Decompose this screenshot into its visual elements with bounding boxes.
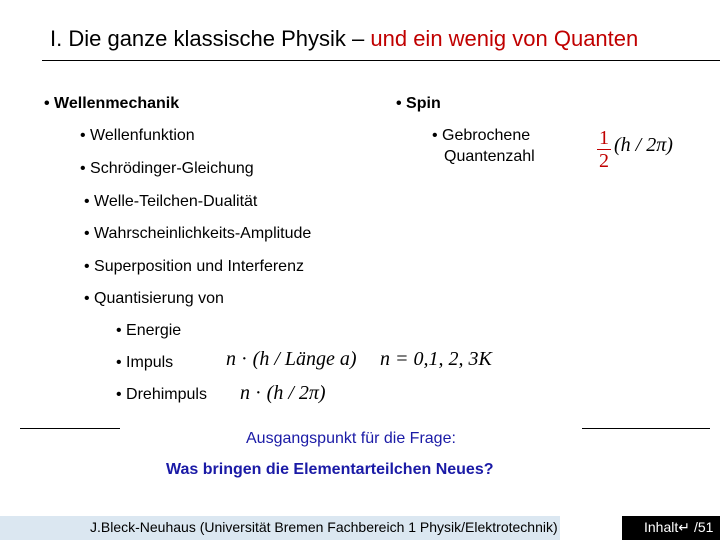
question-intro: Ausgangspunkt für die Frage: xyxy=(246,430,456,447)
list-item: • Schrödinger-Gleichung xyxy=(80,160,254,177)
impuls-formula: n · (h / Länge a) xyxy=(226,348,357,370)
footer-text: J.Bleck-Neuhaus (Universität Bremen Fachbereich 1 Physik/Elektrotechnik) xyxy=(90,519,558,535)
question-text: Was bringen die Elementarteilchen Neues? xyxy=(166,461,494,478)
list-item: • Gebrochene xyxy=(432,127,531,144)
heading-wellenmechanik: • Wellenmechanik xyxy=(44,95,180,112)
contents-link[interactable] xyxy=(644,519,690,536)
title-accent: und ein wenig von Quanten xyxy=(370,26,639,51)
drehimpuls-formula: n · (h / 2π) xyxy=(240,382,326,404)
sub-list-item: • Impuls xyxy=(116,354,174,371)
list-item: • Welle-Teilchen-Dualität xyxy=(84,193,258,210)
title-main: I. Die ganze klassische Physik – xyxy=(50,26,371,51)
slide-title xyxy=(50,26,638,52)
left-rule xyxy=(20,428,120,429)
drehimpuls-n: n xyxy=(240,382,250,404)
title-rule xyxy=(42,60,720,61)
fraction-denominator: 2 xyxy=(599,150,609,172)
list-item: • Superposition und Interferenz xyxy=(84,258,304,275)
return-arrow-icon: ↵ xyxy=(678,519,690,535)
page-number: /51 xyxy=(694,519,714,535)
n-values-formula: n = 0,1, 2, 3K xyxy=(380,348,492,370)
fraction-numerator: 1 xyxy=(599,127,609,149)
sub-list-item: • Drehimpuls xyxy=(116,386,207,403)
drehimpuls-expression: (h / 2π) xyxy=(266,382,326,404)
list-item: • Quantisierung von xyxy=(84,290,224,307)
contents-link-label: Inhalt xyxy=(644,519,679,535)
heading-spin: • Spin xyxy=(396,95,441,112)
right-rule xyxy=(582,428,710,429)
list-item: • Wellenfunktion xyxy=(80,127,195,144)
spin-fraction xyxy=(597,128,611,171)
impuls-expression: (h / Länge a) xyxy=(252,348,357,370)
spin-expression: (h / 2π) xyxy=(614,134,673,156)
sub-list-item: • Energie xyxy=(116,322,182,339)
list-item-continuation: Quantenzahl xyxy=(444,148,535,165)
impuls-n: n xyxy=(226,348,236,370)
list-item: • Wahrscheinlichkeits-Amplitude xyxy=(84,225,312,242)
